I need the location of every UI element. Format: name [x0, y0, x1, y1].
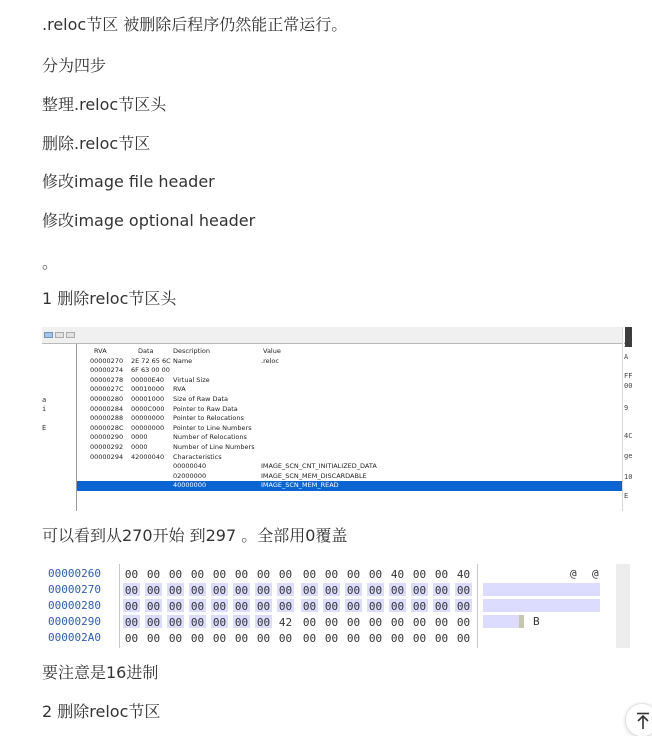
heading-delete-reloc-header: 1 删除reloc节区头 — [42, 289, 177, 308]
hex-byte[interactable]: 00 — [278, 600, 293, 613]
hex-byte[interactable]: 00 — [212, 584, 227, 597]
hex-column-divider — [119, 564, 120, 648]
right-pane — [622, 327, 632, 511]
hex-row[interactable] — [42, 582, 630, 597]
cell-description: Virtual Size — [173, 375, 210, 384]
hex-byte[interactable]: 40 — [456, 568, 471, 581]
cell-data: 0000 — [131, 442, 148, 451]
ascii-char: @ — [570, 567, 577, 580]
cell-description: Pointer to Relocations — [173, 414, 244, 423]
column-header-description: Description — [173, 347, 211, 355]
cell-data: 42000040 — [131, 452, 165, 461]
hex-byte[interactable]: 00 — [368, 584, 383, 597]
right-pane-text: ge — [624, 452, 632, 460]
cell-data: 0000 — [131, 433, 148, 442]
hex-byte[interactable]: 00 — [124, 616, 139, 629]
table-row[interactable] — [77, 443, 622, 453]
hex-byte[interactable]: 00 — [390, 632, 405, 645]
hex-byte[interactable]: 00 — [302, 632, 317, 645]
table-header — [77, 347, 622, 357]
hex-row[interactable] — [42, 566, 630, 581]
cell-data: 00010000 — [131, 385, 165, 394]
cell-rva: 0000028C — [90, 423, 124, 432]
ascii-cursor — [519, 615, 524, 628]
cell-rva: 00000294 — [90, 452, 124, 461]
hex-byte[interactable]: 00 — [390, 616, 405, 629]
hex-byte[interactable]: 00 — [146, 600, 161, 613]
table-row[interactable] — [77, 472, 622, 482]
hex-byte[interactable]: 00 — [234, 632, 249, 645]
table-row[interactable] — [77, 385, 622, 395]
toolbar-button — [55, 332, 64, 338]
table-row[interactable] — [77, 366, 622, 376]
right-pane-text: FF — [624, 372, 632, 380]
table-row[interactable] — [77, 424, 622, 434]
cell-description: Name — [173, 356, 193, 365]
back-to-top-button[interactable] — [625, 703, 652, 736]
cell-description: RVA — [173, 385, 186, 394]
cell-value: IMAGE_SCN_MEM_READ — [261, 481, 339, 490]
hex-byte[interactable]: 00 — [190, 616, 205, 629]
scrollbar-thumb[interactable] — [625, 327, 632, 347]
column-header-data: Data — [138, 347, 154, 355]
hex-byte[interactable]: 00 — [190, 600, 205, 613]
cell-value: IMAGE_SCN_CNT_INITIALIZED_DATA — [261, 462, 377, 471]
cell-rva: 00000274 — [90, 366, 124, 375]
hex-byte[interactable]: 00 — [168, 616, 183, 629]
table-row[interactable] — [77, 405, 622, 415]
column-header-value: Value — [263, 347, 281, 355]
ascii-char: @ — [592, 567, 599, 580]
cell-rva: 00000284 — [90, 404, 124, 413]
cell-description: 02000000 — [173, 471, 207, 480]
cell-data: 6F 63 00 00 — [131, 366, 170, 375]
cell-data: 00000000 — [131, 423, 165, 432]
table-row[interactable] — [77, 462, 622, 472]
cell-rva: 0000027C — [90, 385, 124, 394]
hex-byte[interactable]: 00 — [278, 568, 293, 581]
hex-byte[interactable]: 00 — [212, 616, 227, 629]
vertical-scrollbar[interactable] — [616, 564, 630, 648]
paragraph-step-3: 修改image file header — [42, 172, 215, 191]
hex-byte[interactable]: 00 — [412, 632, 427, 645]
hex-byte[interactable]: 00 — [302, 584, 317, 597]
hex-byte[interactable]: 00 — [256, 600, 271, 613]
cell-description: 40000000 — [173, 481, 207, 490]
hex-byte[interactable]: 00 — [390, 600, 405, 613]
hex-byte[interactable]: 42 — [278, 616, 293, 629]
hex-byte[interactable]: 00 — [456, 632, 471, 645]
hex-byte[interactable]: 00 — [146, 568, 161, 581]
toolbar-button — [66, 332, 75, 338]
hex-byte[interactable]: 00 — [124, 584, 139, 597]
hex-byte[interactable]: 00 — [412, 584, 427, 597]
table-row[interactable] — [77, 453, 622, 463]
cell-description: Number of Relocations — [173, 433, 247, 442]
hex-byte[interactable]: 00 — [368, 616, 383, 629]
hex-byte[interactable]: 00 — [124, 600, 139, 613]
ascii-char: B — [533, 615, 540, 628]
hex-address: 00000270 — [48, 583, 101, 596]
cell-data: 0000C000 — [131, 404, 165, 413]
ascii-selection — [483, 583, 600, 596]
cell-data: 00001000 — [131, 394, 165, 403]
hex-byte[interactable]: 00 — [278, 584, 293, 597]
ascii-selection — [483, 599, 600, 612]
hex-byte[interactable]: 00 — [346, 584, 361, 597]
cell-data: 2E 72 65 6C — [131, 356, 171, 365]
hex-byte[interactable]: 00 — [324, 568, 339, 581]
hex-byte[interactable]: 00 — [168, 568, 183, 581]
cell-description: Pointer to Line Numbers — [173, 423, 252, 432]
hex-byte[interactable]: 00 — [346, 600, 361, 613]
table-row[interactable] — [77, 414, 622, 424]
hex-byte[interactable]: 00 — [256, 632, 271, 645]
table-row[interactable] — [77, 357, 622, 367]
hex-byte[interactable]: 00 — [324, 600, 339, 613]
hex-byte[interactable]: 00 — [234, 568, 249, 581]
hex-byte[interactable]: 00 — [324, 616, 339, 629]
section-table-screenshot — [42, 327, 632, 511]
hex-byte[interactable]: 00 — [190, 568, 205, 581]
cell-value: IMAGE_SCN_MEM_DISCARDABLE — [261, 471, 367, 480]
cell-rva: 00000270 — [90, 356, 124, 365]
cell-description: Characteristics — [173, 452, 222, 461]
tree-pane-text: a — [42, 396, 47, 404]
hex-byte[interactable]: 00 — [234, 600, 249, 613]
cell-data: 00000000 — [131, 414, 165, 423]
right-pane-text: 4C — [624, 432, 632, 440]
hex-byte[interactable]: 00 — [302, 616, 317, 629]
right-pane-text: A — [624, 353, 629, 361]
tree-pane-text: i — [42, 405, 47, 413]
hex-byte[interactable]: 00 — [434, 616, 449, 629]
hex-byte[interactable]: 00 — [412, 568, 427, 581]
arrow-up-to-line-icon — [635, 712, 651, 730]
hex-byte[interactable]: 00 — [368, 632, 383, 645]
hex-byte[interactable]: 00 — [368, 600, 383, 613]
hex-address: 00000280 — [48, 599, 101, 612]
cell-description: Size of Raw Data — [173, 394, 228, 403]
paragraph-step-1: 整理.reloc节区头 — [42, 95, 167, 114]
hex-byte[interactable]: 00 — [190, 632, 205, 645]
table-row[interactable] — [77, 433, 622, 443]
ascii-selection — [483, 615, 519, 628]
hex-byte[interactable]: 00 — [124, 568, 139, 581]
hex-editor-screenshot — [42, 564, 630, 648]
hex-row[interactable] — [42, 598, 630, 613]
paragraph-period: 。 — [42, 253, 59, 272]
tree-pane-text: E — [42, 424, 47, 432]
hex-byte[interactable]: 00 — [346, 616, 361, 629]
hex-byte[interactable]: 00 — [146, 632, 161, 645]
hex-byte[interactable]: 00 — [456, 616, 471, 629]
toolbar-button — [44, 332, 53, 338]
hex-byte[interactable]: 00 — [412, 616, 427, 629]
hex-byte[interactable]: 00 — [256, 568, 271, 581]
hex-byte[interactable]: 00 — [434, 600, 449, 613]
hex-address: 000002A0 — [48, 631, 101, 644]
hex-byte[interactable]: 40 — [390, 568, 405, 581]
hex-byte[interactable]: 00 — [346, 568, 361, 581]
hex-byte[interactable]: 00 — [434, 568, 449, 581]
table-row[interactable] — [77, 376, 622, 386]
cell-rva: 00000290 — [90, 433, 124, 442]
paragraph-steps-intro: 分为四步 — [42, 56, 107, 75]
paragraph-step-2: 删除.reloc节区 — [42, 134, 151, 153]
hex-byte[interactable]: 00 — [456, 600, 471, 613]
cell-rva: 00000278 — [90, 375, 124, 384]
section-header-table — [77, 347, 622, 491]
cell-value: .reloc — [261, 356, 279, 365]
cell-description: Number of Line Numbers — [173, 442, 255, 451]
hex-byte[interactable]: 00 — [324, 584, 339, 597]
hex-byte[interactable]: 00 — [346, 632, 361, 645]
hex-byte[interactable]: 00 — [434, 632, 449, 645]
hex-byte[interactable]: 00 — [168, 632, 183, 645]
hex-byte[interactable]: 00 — [168, 584, 183, 597]
ascii-column-divider — [477, 564, 478, 648]
hex-byte[interactable]: 00 — [412, 600, 427, 613]
hex-byte[interactable]: 00 — [190, 584, 205, 597]
hex-byte[interactable]: 00 — [456, 584, 471, 597]
hex-byte[interactable]: 00 — [390, 584, 405, 597]
cell-description: Pointer to Raw Data — [173, 404, 238, 413]
right-pane-text: 10 — [624, 473, 632, 481]
hex-byte[interactable]: 00 — [124, 632, 139, 645]
hex-byte[interactable]: 00 — [302, 568, 317, 581]
hex-row[interactable] — [42, 630, 630, 645]
hex-byte[interactable]: 00 — [278, 632, 293, 645]
hex-address: 00000260 — [48, 567, 101, 580]
right-pane-text: 9 — [624, 404, 629, 412]
paragraph-intro: .reloc节区 被删除后程序仍然能正常运行。 — [42, 15, 348, 34]
right-pane-text: E — [624, 492, 629, 500]
hex-byte[interactable]: 00 — [434, 584, 449, 597]
hex-byte[interactable]: 00 — [212, 600, 227, 613]
table-row[interactable] — [77, 395, 622, 405]
hex-address: 00000290 — [48, 615, 101, 628]
right-pane-text: 00 — [624, 382, 632, 390]
table-row[interactable] — [77, 481, 622, 491]
column-header-rva: RVA — [94, 347, 107, 355]
hex-byte[interactable]: 00 — [256, 616, 271, 629]
cell-description: 00000040 — [173, 462, 207, 471]
cell-data: 00000E40 — [131, 375, 165, 384]
hex-byte[interactable]: 00 — [146, 584, 161, 597]
cell-rva: 00000288 — [90, 414, 124, 423]
hex-byte[interactable]: 00 — [368, 568, 383, 581]
cell-rva: 00000280 — [90, 394, 124, 403]
hex-byte[interactable]: 00 — [256, 584, 271, 597]
hex-byte[interactable]: 00 — [324, 632, 339, 645]
heading-delete-reloc-section: 2 删除reloc节区 — [42, 702, 161, 721]
hex-byte[interactable]: 00 — [146, 616, 161, 629]
tree-pane — [42, 344, 75, 511]
paragraph-overwrite-range: 可以看到从270开始 到297 。全部用0覆盖 — [42, 526, 348, 545]
hex-byte[interactable]: 00 — [302, 600, 317, 613]
hex-byte[interactable]: 00 — [168, 600, 183, 613]
paragraph-hex-note: 要注意是16进制 — [42, 663, 159, 682]
hex-byte[interactable]: 00 — [234, 584, 249, 597]
hex-byte[interactable]: 00 — [234, 616, 249, 629]
hex-byte[interactable]: 00 — [212, 632, 227, 645]
toolbar — [42, 327, 632, 344]
cell-rva: 00000292 — [90, 442, 124, 451]
hex-byte[interactable]: 00 — [212, 568, 227, 581]
paragraph-step-4: 修改image optional header — [42, 211, 256, 230]
hex-row[interactable] — [42, 614, 630, 629]
